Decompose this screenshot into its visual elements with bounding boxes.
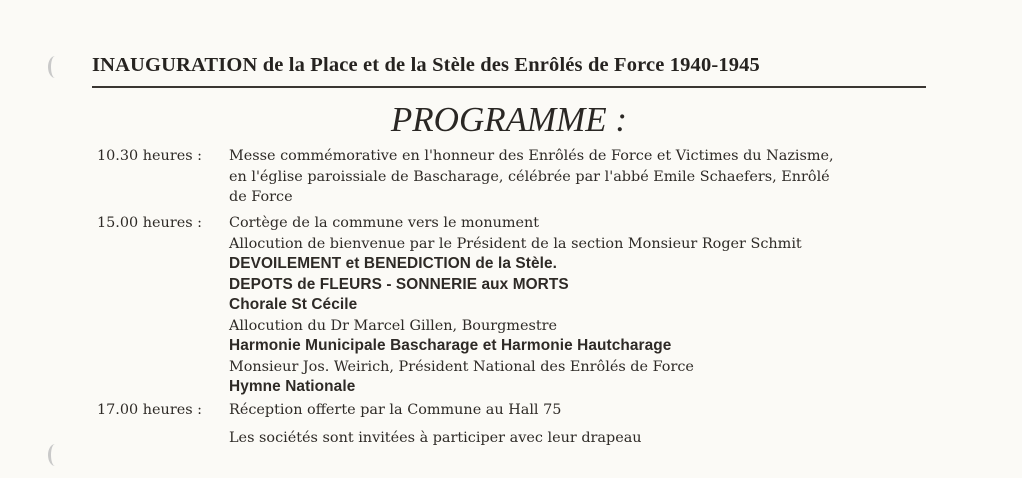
schedule-time: 10.30 heures : (97, 148, 203, 164)
schedule-description (229, 146, 939, 208)
schedule-line: de Force (229, 189, 293, 205)
schedule-description (229, 400, 939, 421)
schedule-line: Allocution du Dr Marcel Gillen, Bourgmestre (229, 317, 558, 334)
schedule-line: Allocution de bienvenue par le Président de la section Monsieur Roger Schmit (229, 235, 802, 252)
schedule-description (229, 213, 939, 398)
title-underline (92, 86, 926, 88)
schedule-line: Réception offerte par la Commune au Hall 75 (229, 402, 562, 418)
schedule-line-highlight: Harmonie Municipale Bascharage et Harmonie Hautcharage (229, 337, 672, 354)
punch-hole-top (48, 56, 62, 78)
schedule-line: Messe commémorative en l'honneur des Enrôlés de Force et Victimes du Nazisme, (229, 148, 834, 164)
schedule-line-highlight: Chorale St Cécile (229, 296, 358, 313)
schedule-line-highlight: DEVOILEMENT et BENEDICTION de la Stèle. (229, 255, 558, 272)
schedule-line-highlight: DEPOTS de FLEURS - SONNERIE aux MORTS (229, 275, 569, 293)
programme-heading: PROGRAMME : (390, 100, 628, 139)
schedule-line: en l'église paroissiale de Bascharage, célébrée par l'abbé Emile Schaefers, Enrôlé (229, 168, 830, 185)
schedule-time: 15.00 heures : (97, 215, 203, 231)
document-title: INAUGURATION de la Place et de la Stèle des Enrôlés de Force 1940-1945 (92, 54, 760, 76)
schedule-line: Cortège de la commune vers le monument (229, 215, 540, 231)
punch-hole-bottom (48, 444, 62, 466)
schedule-line: Monsieur Jos. Weirich, Président National des Enrôlés de Force (229, 358, 694, 375)
schedule-time: 17.00 heures : (97, 402, 203, 418)
footer-note: Les sociétés sont invitées à participer avec leur drapeau (229, 430, 642, 446)
schedule-line-highlight: Hymne Nationale (229, 378, 356, 395)
